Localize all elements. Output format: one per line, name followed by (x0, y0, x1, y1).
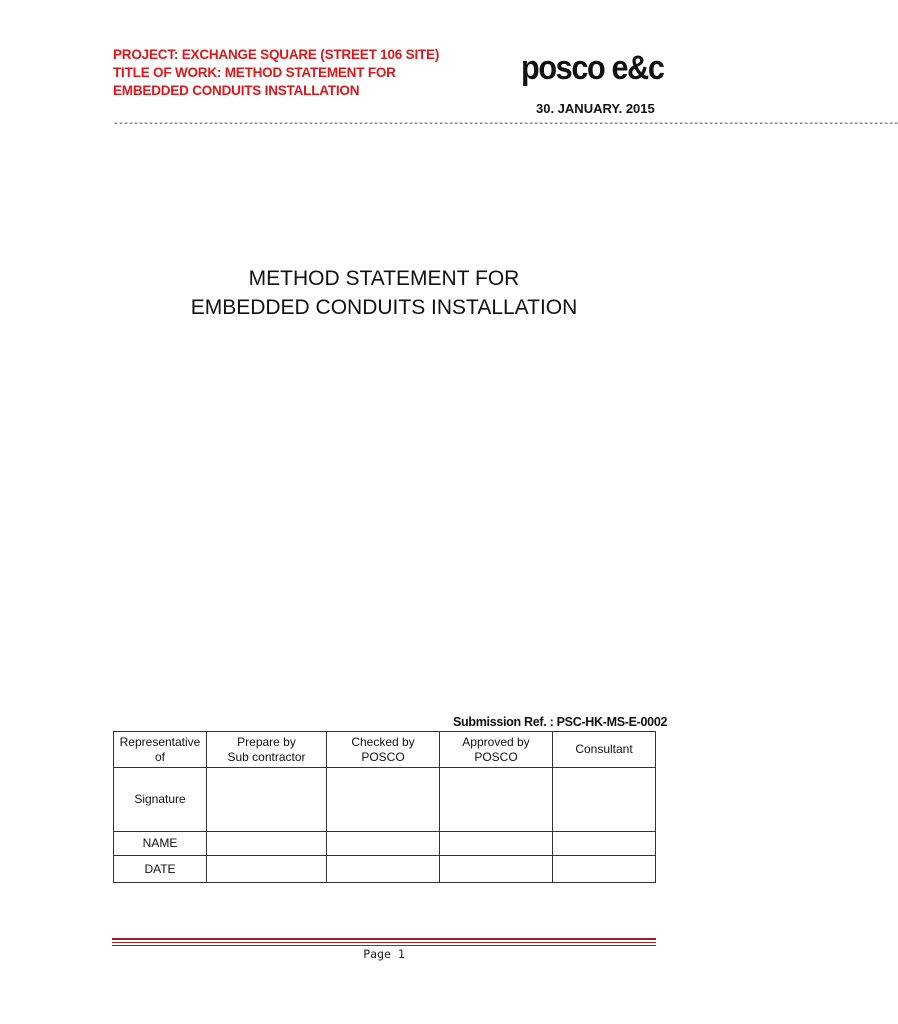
name-cell (207, 832, 327, 856)
submission-ref: Submission Ref. : PSC-HK-MS-E-0002 (453, 715, 668, 729)
approval-table (113, 731, 656, 883)
header-representative-l1: Representative (119, 734, 201, 749)
table-header-row (114, 732, 656, 768)
signature-cell (327, 768, 440, 832)
project-line: PROJECT: EXCHANGE SQUARE (STREET 106 SITE) (113, 47, 440, 62)
footer-rule-line (112, 938, 656, 940)
header-representative-l2: of (154, 749, 165, 764)
header-consultant-l1: Consultant (575, 742, 633, 756)
document-title-line-1: METHOD STATEMENT FOR (248, 267, 520, 290)
date-cell (327, 856, 440, 883)
footer-rule (112, 938, 656, 946)
row-label-signature: Signature (114, 768, 207, 832)
signature-cell (440, 768, 553, 832)
table-row (114, 768, 656, 832)
row-label-name: NAME (114, 832, 207, 856)
header-cell-representative (114, 732, 207, 768)
name-cell (553, 832, 656, 856)
header-cell-consultant (553, 732, 656, 768)
name-cell (440, 832, 553, 856)
page-number: Page 1 (363, 947, 405, 961)
header-checked-l2: POSCO (361, 749, 405, 764)
header-dashed-rule: ------------------------------------------------------------------------------------------------------------------------------------------------------------- (113, 119, 898, 130)
header-checked-l1: Checked by (351, 734, 415, 749)
table-row (114, 856, 656, 883)
header-approved-l2: POSCO (474, 749, 518, 764)
row-label-date: DATE (114, 856, 207, 883)
date-cell (207, 856, 327, 883)
footer-rule-line (112, 945, 656, 946)
document-title (0, 264, 768, 322)
footer-rule-line (112, 942, 656, 943)
header-cell-approved (440, 732, 553, 768)
signature-cell (553, 768, 656, 832)
document-title-line-2: EMBEDDED CONDUITS INSTALLATION (190, 296, 578, 319)
header-cell-prepare (207, 732, 327, 768)
table-row (114, 832, 656, 856)
document-date: 30. JANUARY. 2015 (536, 101, 655, 116)
posco-logo: posco e&c (521, 49, 664, 87)
work-title-line-1: TITLE OF WORK: METHOD STATEMENT FOR (113, 65, 396, 80)
header-prepare-l2: Sub contractor (227, 749, 306, 764)
date-cell (440, 856, 553, 883)
header-approved-l1: Approved by (462, 734, 530, 749)
date-cell (553, 856, 656, 883)
header-cell-checked (327, 732, 440, 768)
work-title-line-2: EMBEDDED CONDUITS INSTALLATION (113, 83, 360, 98)
signature-cell (207, 768, 327, 832)
header-prepare-l1: Prepare by (237, 734, 296, 749)
header-block (113, 46, 439, 100)
name-cell (327, 832, 440, 856)
